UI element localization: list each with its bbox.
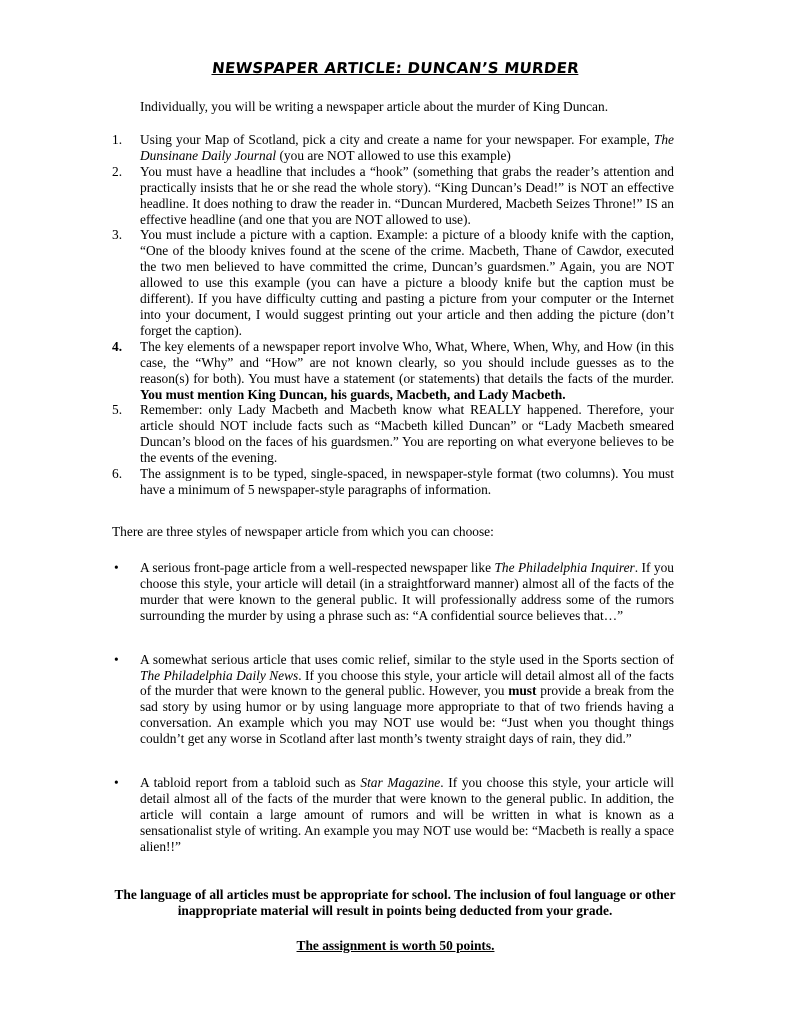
bullet-icon: • <box>114 560 119 575</box>
magazine-name: Star Magazine <box>360 775 441 791</box>
requirement-text: Remember: only Lady Macbeth and Macbeth know what REALLY happened. Therefore, your article should NOT include facts such as “Macbeth killed Duncan” or “Lady Macbeth smeared Duncan’s blood on the faces of his guardsmen.” You are reporting on what everyone believes to be the events of the evening. <box>140 402 674 466</box>
requirement-number: 6. <box>112 466 123 482</box>
requirement-text: You must include a picture with a caption. Example: a picture of a bloody knife with the caption, “One of the bloody knives found at the scene of the crime. Macbeth, Thane of Cawdor, executed the two men believed to have committed the crime, Duncan’s guardsmen.” Again, you are NOT allowed to use this example (you can have a picture a bloody knife but the caption must be different). If you have difficulty cutting and pasting a picture from your computer or the Internet into your document, I would suggest printing out your article and then adding the picture (don’t forget the caption). <box>140 227 674 338</box>
requirement-text: The assignment is to be typed, single-spaced, in newspaper-style format (two columns). You must have a minimum of 5 newspaper-style paragraphs of information. <box>140 466 674 497</box>
requirement-item <box>112 227 674 338</box>
style-text: A somewhat serious article that uses comic relief, similar to the style used in the Sports section of <box>140 651 674 667</box>
requirement-emphasis: You must mention King Duncan, his guards, Macbeth, and Lady Macbeth. <box>140 386 566 402</box>
style-text: A serious front-page article from a well-respected newspaper like <box>140 560 495 575</box>
requirement-number: 5. <box>112 402 123 418</box>
styles-intro: There are three styles of newspaper article from which you can choose: <box>112 524 494 539</box>
requirement-item <box>112 164 674 228</box>
style-option-serious <box>112 560 674 624</box>
requirement-item <box>112 132 674 164</box>
intro-paragraph: Individually, you will be writing a newspaper article about the murder of King Duncan. <box>140 99 609 114</box>
requirement-item <box>112 339 674 403</box>
requirement-number: 3. <box>112 227 123 243</box>
newspaper-name: The Philadelphia Inquirer <box>494 560 635 575</box>
newspaper-name: The Philadelphia Daily News <box>140 667 299 683</box>
requirement-item <box>112 402 674 466</box>
style-text: . If you choose this style, your article will detail almost all of the facts of the murder that were known to the general public. However, you <box>140 667 674 699</box>
style-option-comic <box>112 652 674 747</box>
language-warning: The language of all articles must be appropriate for school. The inclusion of foul language or other inappropriate material will result in points being deducted from your grade. <box>114 887 676 918</box>
requirement-text: The key elements of a newspaper report involve Who, What, Where, When, Why, and How (in this case, the “Why” and “How” are not known clearly, so you should include guesses as to the reason(s) for both). You must have a statement (or statements) that details the facts of the murder. <box>140 338 674 386</box>
requirement-number: 2. <box>112 163 123 179</box>
requirement-number: 4. <box>112 338 123 354</box>
document-title: NEWSPAPER ARTICLE: DUNCAN’S MURDER <box>211 59 580 77</box>
bullet-icon: • <box>114 775 119 791</box>
requirement-text: You must have a headline that includes a “hook” (something that grabs the reader’s attention and practically insists that he or she read the whole story). “King Duncan’s Dead!” is NOT an effective headline. It does nothing to draw the reader in. “Duncan Murdered, Macbeth Seizes Throne!” IS an effective headline (and one that you are NOT allowed to use). <box>140 163 674 227</box>
requirement-text: (you are NOT allowed to use this example) <box>276 147 511 163</box>
example-newspaper-name: The Dunsinane Daily Journal <box>140 132 674 163</box>
style-text: A tabloid report from a tabloid such as <box>140 775 361 791</box>
style-text: provide a break from the sad story by using humor or by using language more appropriate to that of two friends having a conversation. An example which you may NOT use would be: “Just when you thought things couldn’t get any worse in Scotland after last month’s twenty straight days of rain, they did.” <box>140 683 674 747</box>
requirement-number: 1. <box>112 132 123 147</box>
points-notice: The assignment is worth 50 points. <box>296 938 495 953</box>
bullet-icon: • <box>114 651 119 667</box>
requirement-item <box>112 466 674 498</box>
style-emphasis: must <box>508 683 537 699</box>
requirements-list <box>112 132 674 498</box>
requirement-text: Using your Map of Scotland, pick a city and create a name for your newspaper. For example, <box>140 132 654 147</box>
article-styles-list <box>112 560 674 883</box>
style-text: . If you choose this style, your article will detail (in a straightforward manner) almost all of the facts of the murder that were known to the general public. It will professionally address some of the rumors surrounding the murder by using a phrase such as: “A confidential source believes that…” <box>140 560 675 623</box>
style-option-tabloid <box>112 775 674 855</box>
style-text: . If you choose this style, your article will detail almost all of the facts of the murder that were known to the general public. In addition, the article will contain a large amount of rumors and will be written in what is known as a sensationalist style of writing. An example you may NOT use would be: “Macbeth is really a space alien!!” <box>140 775 674 854</box>
